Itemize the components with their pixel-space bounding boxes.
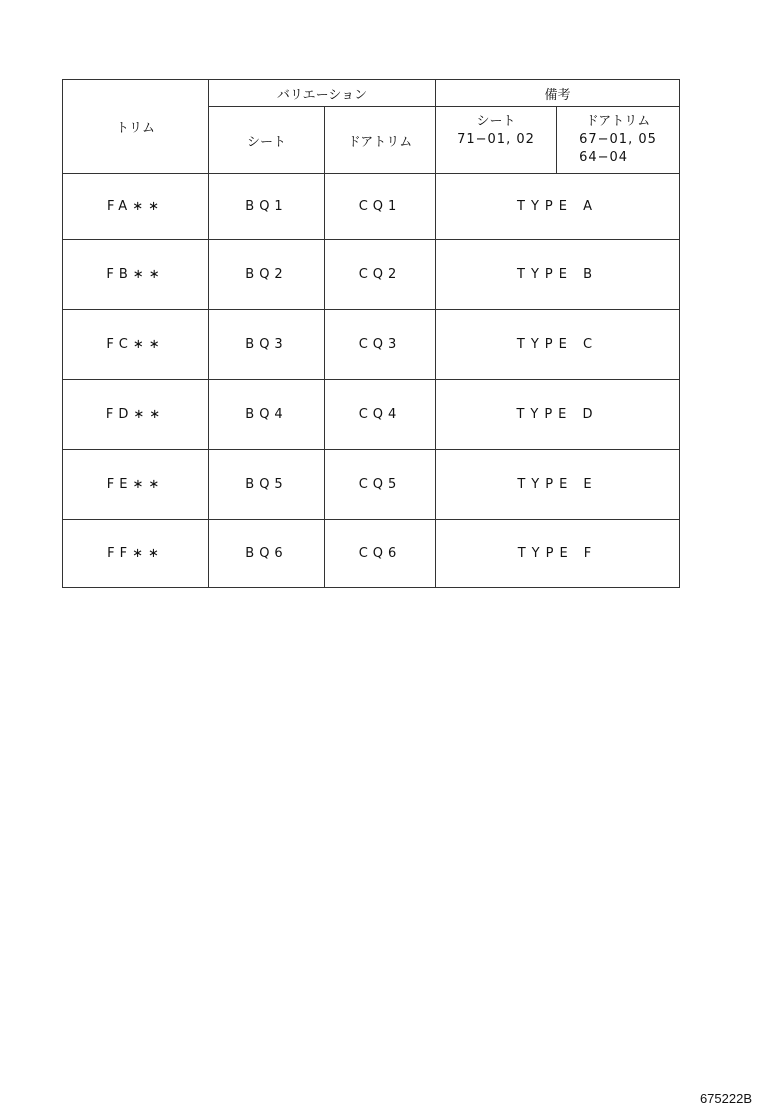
remark-type: TYPE E bbox=[436, 450, 680, 520]
trim-code: FA∗∗ bbox=[63, 174, 209, 240]
trim-variation-table bbox=[62, 79, 680, 588]
header-seat: シート bbox=[209, 107, 325, 174]
door-trim-code: CQ1 bbox=[325, 174, 436, 240]
seat-code: BQ5 bbox=[209, 450, 325, 520]
trim-code: FB∗∗ bbox=[63, 240, 209, 310]
table-row bbox=[63, 174, 680, 240]
table-row bbox=[63, 380, 680, 450]
trim-code: FE∗∗ bbox=[63, 450, 209, 520]
remark-type: TYPE A bbox=[436, 174, 680, 240]
trim-code: FC∗∗ bbox=[63, 310, 209, 380]
door-trim-code: CQ5 bbox=[325, 450, 436, 520]
seat-code: BQ6 bbox=[209, 520, 325, 588]
door-trim-code: CQ4 bbox=[325, 380, 436, 450]
remark-type: TYPE D bbox=[436, 380, 680, 450]
table-row bbox=[63, 240, 680, 310]
header-door-trim: ドアトリム bbox=[325, 107, 436, 174]
seat-code: BQ1 bbox=[209, 174, 325, 240]
header-remarks: 備考 bbox=[436, 80, 680, 107]
door-trim-code: CQ2 bbox=[325, 240, 436, 310]
seat-code: BQ2 bbox=[209, 240, 325, 310]
header-trim: トリム bbox=[63, 80, 209, 174]
table-row bbox=[63, 520, 680, 588]
remark-type: TYPE B bbox=[436, 240, 680, 310]
remark-seat-label: シート bbox=[476, 114, 516, 129]
remark-door-label: ドアトリム bbox=[585, 114, 651, 129]
door-trim-code: CQ6 bbox=[325, 520, 436, 588]
figure-id: 675222B bbox=[699, 1091, 752, 1106]
trim-code: FF∗∗ bbox=[63, 520, 209, 588]
door-trim-code: CQ3 bbox=[325, 310, 436, 380]
remark-door-ref-2: 64−04 bbox=[579, 150, 629, 165]
remark-type: TYPE F bbox=[436, 520, 680, 588]
header-remark-door-trim bbox=[557, 107, 680, 174]
header-remark-seat bbox=[436, 107, 557, 174]
table-row bbox=[63, 450, 680, 520]
seat-code: BQ4 bbox=[209, 380, 325, 450]
trim-code: FD∗∗ bbox=[63, 380, 209, 450]
table-row bbox=[63, 310, 680, 380]
remark-door-ref-1: 67−01, 05 bbox=[579, 132, 657, 147]
header-variation: バリエーション bbox=[209, 80, 436, 107]
remark-type: TYPE C bbox=[436, 310, 680, 380]
remark-seat-ref: 71−01, 02 bbox=[457, 132, 535, 147]
seat-code: BQ3 bbox=[209, 310, 325, 380]
